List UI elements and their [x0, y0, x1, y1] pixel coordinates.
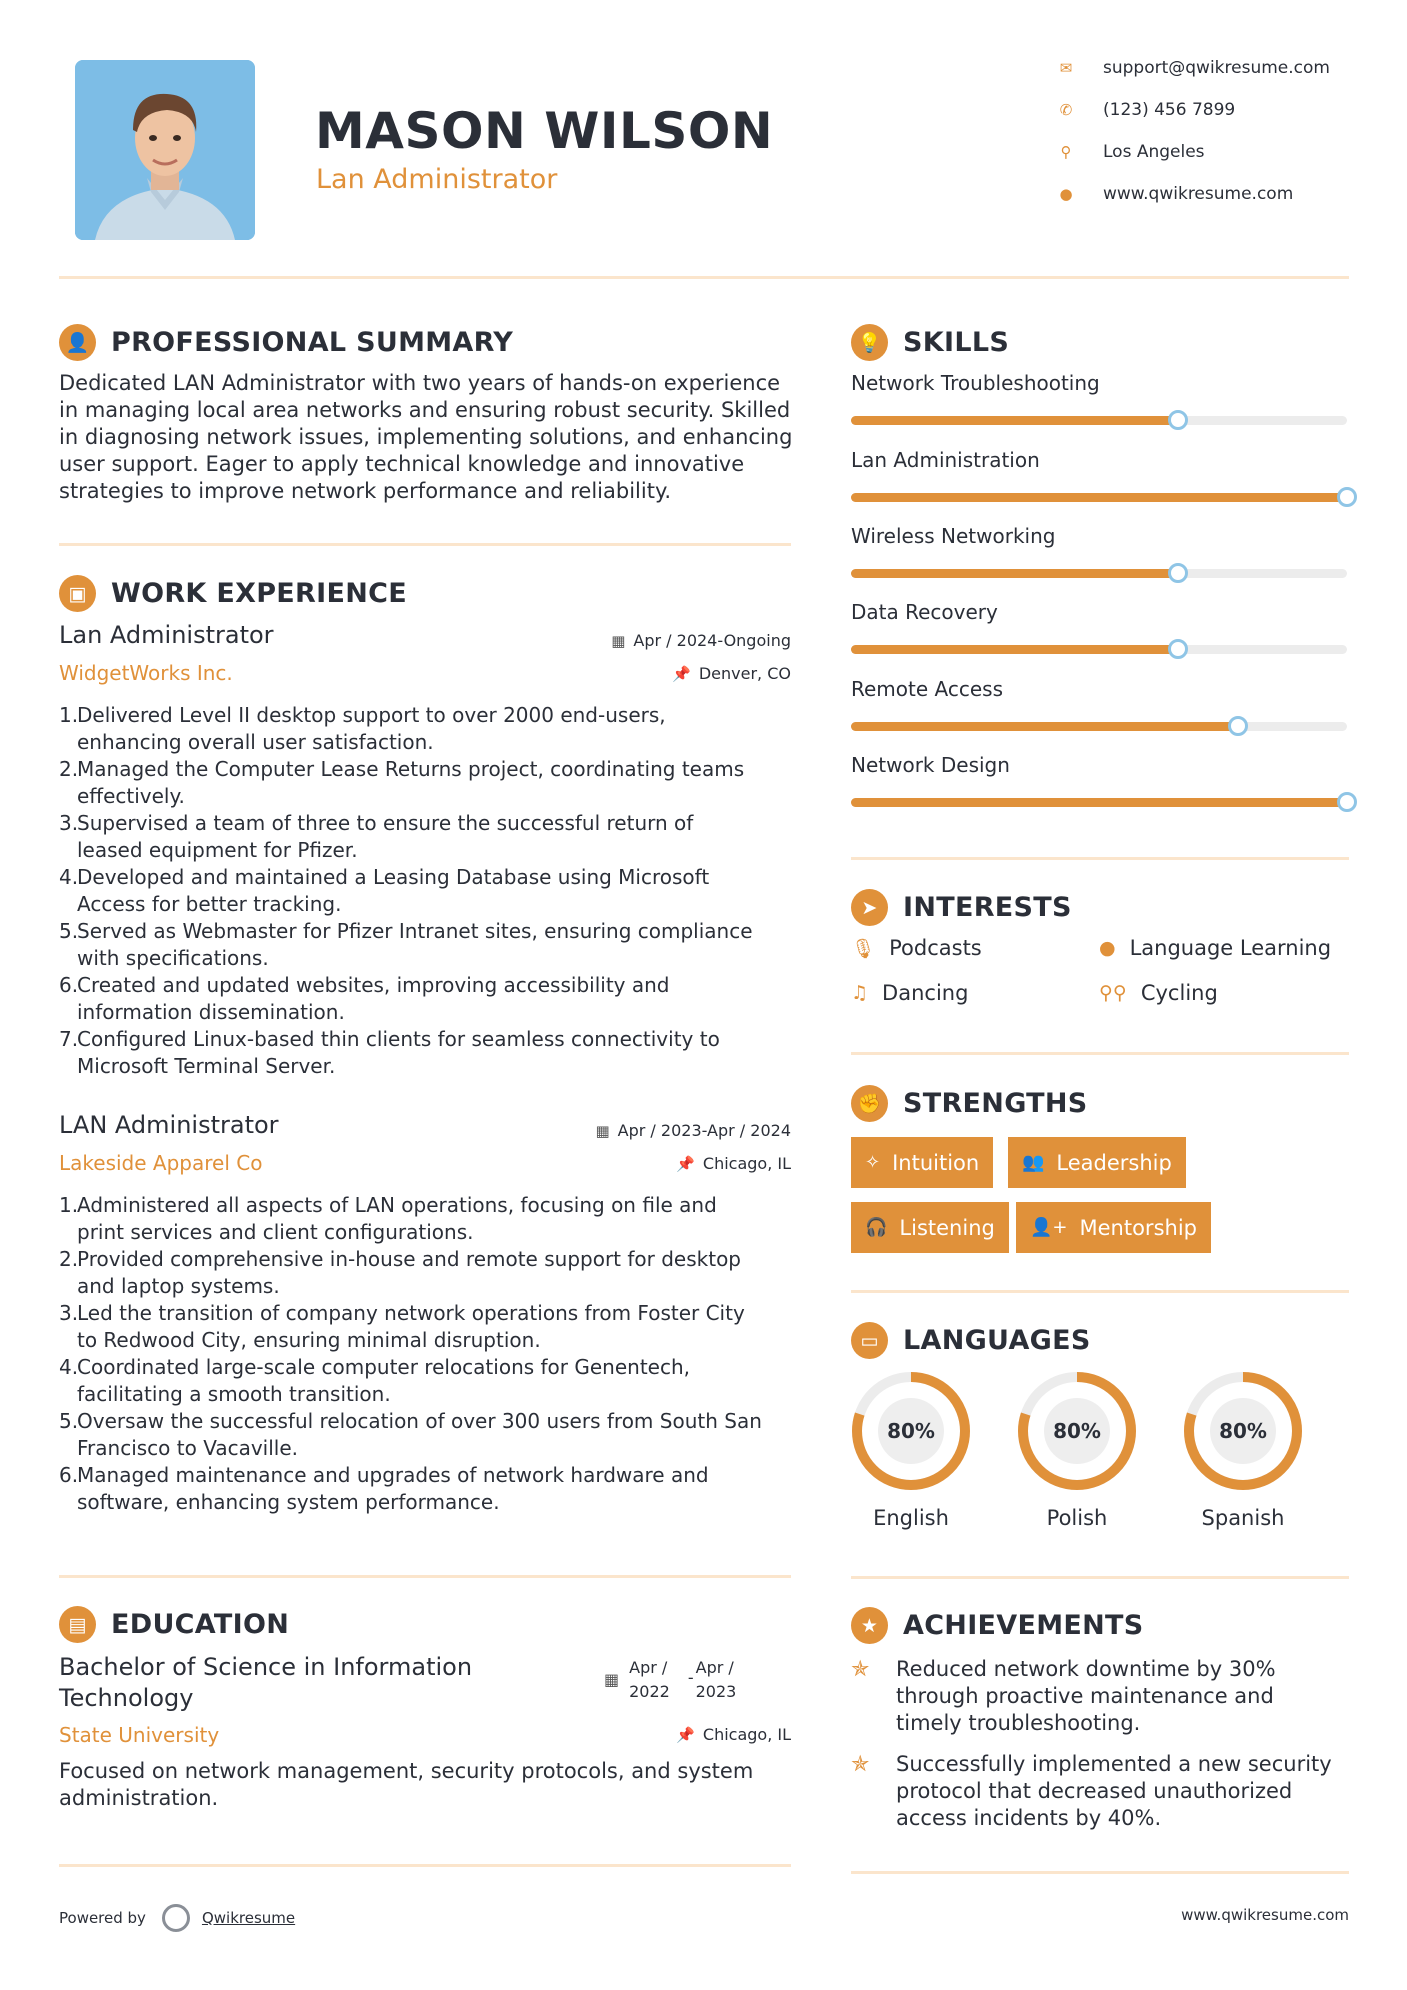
- languages-heading: [851, 1322, 1091, 1359]
- skill-bar-knob: [1228, 716, 1248, 736]
- contact-website-text: www.qwikresume.com: [1103, 184, 1294, 204]
- achievement-item: ✯ Successfully implemented a new security protocol that decreased unauthorized access incidents by 40%.: [851, 1752, 1332, 1830]
- list-item: 3. Supervised a team of three to ensure the successful return of leased equipment for Pfizer.: [59, 811, 694, 862]
- powered-by: [59, 1904, 295, 1932]
- briefcase-icon: ▣: [59, 575, 96, 612]
- calendar-icon: ▦: [604, 1670, 620, 1689]
- job-duties: [59, 1192, 799, 1516]
- job-title: Lan Administrator: [59, 621, 274, 649]
- powered-by-text: Powered by: [59, 1909, 146, 1927]
- interest-item: [851, 981, 968, 1005]
- list-item: 2. Managed the Computer Lease Returns project, coordinating teams effectively.: [59, 757, 745, 808]
- job-dates: [611, 631, 791, 650]
- job-dates-text: Apr / 2024-Ongoing: [633, 631, 791, 650]
- language-percent: 80%: [1219, 1419, 1267, 1443]
- education-desc-line: Focused on network management, security protocols, and system: [59, 1759, 754, 1783]
- envelope-icon: ✉: [1059, 59, 1073, 77]
- calendar-icon: ▦: [595, 1122, 610, 1140]
- users-icon: 👥: [1022, 1152, 1045, 1173]
- contact-location-text: Los Angeles: [1103, 142, 1205, 162]
- pin-icon: 📌: [676, 1726, 695, 1744]
- pin-icon: 📌: [672, 665, 691, 683]
- skill-label: Remote Access: [851, 677, 1003, 701]
- skill-bar: [851, 722, 1347, 731]
- skill-label: Wireless Networking: [851, 524, 1056, 548]
- bicycle-icon: ⚲⚲: [1099, 982, 1127, 1004]
- skill-label: Lan Administration: [851, 448, 1040, 472]
- skill-label: Data Recovery: [851, 600, 998, 624]
- divider: [851, 1290, 1349, 1293]
- globe-icon: ●: [1059, 185, 1073, 203]
- interest-item: [1099, 981, 1218, 1005]
- language-label: Polish: [1046, 1506, 1108, 1530]
- skill-bar-fill: [851, 722, 1238, 731]
- list-item: 5. Served as Webmaster for Pfizer Intranet sites, ensuring compliance with specifications.: [59, 919, 753, 970]
- strength-tag: [851, 1202, 1009, 1253]
- user-icon: 👤: [59, 324, 96, 361]
- skill-bar-fill: [851, 798, 1347, 807]
- education-heading: [59, 1606, 289, 1643]
- globe-icon: ●: [1099, 937, 1116, 959]
- divider: [59, 1575, 791, 1578]
- end-date-month: Apr /: [695, 1658, 734, 1677]
- list-item: 6. Created and updated websites, improving accessibility and information dissemination.: [59, 973, 670, 1024]
- strength-label: Listening: [899, 1215, 995, 1240]
- divider: [851, 1576, 1349, 1579]
- map-pin-icon: ⚲: [1060, 143, 1072, 161]
- summary-heading: [59, 324, 513, 361]
- contact-email-text: support@qwikresume.com: [1103, 58, 1330, 78]
- job-company: WidgetWorks Inc.: [59, 661, 233, 685]
- language-label: English: [873, 1506, 949, 1530]
- headphones-icon: 🎧: [865, 1217, 888, 1238]
- id-card-icon: ▭: [851, 1322, 888, 1359]
- strength-label: Mentorship: [1079, 1215, 1197, 1240]
- skills-heading-text: SKILLS: [903, 327, 1010, 358]
- education-description: [59, 1758, 799, 1812]
- divider: [851, 1052, 1349, 1055]
- skill-bar: [851, 645, 1347, 654]
- start-date-year: 2022: [629, 1682, 670, 1701]
- interest-label: Cycling: [1140, 981, 1218, 1005]
- education-desc-line: administration.: [59, 1786, 219, 1810]
- skill-bar-fill: [851, 645, 1178, 654]
- strength-tag: [851, 1137, 993, 1188]
- calendar-icon: ▦: [611, 632, 626, 650]
- list-item: 4. Developed and maintained a Leasing Database using Microsoft Access for better tracking.: [59, 865, 710, 916]
- list-item: 5. Oversaw the successful relocation of over 300 users from South San Francisco to Vacaville.: [59, 1409, 762, 1460]
- user-plus-icon: 👤+: [1030, 1217, 1068, 1238]
- achievements-heading: [851, 1607, 1144, 1644]
- education-dates: [604, 1656, 736, 1704]
- pin-icon: 📌: [676, 1155, 695, 1173]
- music-note-icon: ♫: [851, 982, 869, 1004]
- skill-bar-knob: [1168, 563, 1188, 583]
- star-icon: ✯: [851, 1657, 870, 1682]
- strength-tag: [1008, 1137, 1186, 1188]
- education-school: State University: [59, 1723, 220, 1747]
- skill-bar-knob: [1337, 487, 1357, 507]
- contact-website[interactable]: [1055, 184, 1293, 204]
- interest-label: Podcasts: [889, 936, 982, 960]
- achievements-heading-text: ACHIEVEMENTS: [903, 1610, 1144, 1641]
- date-separator: -: [687, 1668, 694, 1687]
- strength-label: Intuition: [892, 1150, 980, 1175]
- job-dates: [595, 1121, 791, 1140]
- brand-link[interactable]: Qwikresume: [201, 1909, 296, 1927]
- experience-heading-text: WORK EXPERIENCE: [111, 578, 407, 609]
- list-item: 6. Managed maintenance and upgrades of network hardware and software, enhancing system performance.: [59, 1463, 709, 1514]
- job-dates-text: Apr / 2023-Apr / 2024: [617, 1121, 791, 1140]
- experience-heading: [59, 575, 407, 612]
- list-item: 2. Provided comprehensive in-house and remote support for desktop and laptop systems.: [59, 1247, 741, 1298]
- skills-heading: [851, 324, 1009, 361]
- summary-line: strategies to improve network performance and reliability.: [59, 479, 672, 503]
- degree-line: Bachelor of Science in Information: [59, 1653, 473, 1681]
- skill-label: Network Design: [851, 753, 1010, 777]
- skill-bar-fill: [851, 569, 1178, 578]
- degree-line: Technology: [59, 1684, 194, 1712]
- contact-location: [1055, 142, 1205, 162]
- star-icon: ✯: [851, 1752, 870, 1777]
- summary-line: Dedicated LAN Administrator with two years of hands-on experience: [59, 371, 781, 395]
- profile-photo: [75, 60, 255, 240]
- language-ring: [1182, 1370, 1304, 1492]
- education-location-text: Chicago, IL: [702, 1725, 791, 1744]
- strength-label: Leadership: [1056, 1150, 1172, 1175]
- footer-website[interactable]: www.qwikresume.com: [1181, 1906, 1349, 1924]
- job-location: [672, 664, 791, 683]
- contact-email[interactable]: [1055, 58, 1330, 78]
- contact-phone[interactable]: [1055, 100, 1235, 120]
- divider: [59, 543, 791, 546]
- language-label: Spanish: [1201, 1506, 1285, 1530]
- interests-heading-text: INTERESTS: [903, 892, 1072, 923]
- interest-item: [1099, 936, 1331, 960]
- summary-line: user support. Eager to apply technical knowledge and innovative: [59, 452, 745, 476]
- skill-bar-fill: [851, 416, 1178, 425]
- job-location-text: Denver, CO: [698, 664, 791, 683]
- strength-tag: [1016, 1202, 1211, 1253]
- list-item: 1. Delivered Level II desktop support to over 2000 end-users, enhancing overall user satisfaction.: [59, 703, 666, 754]
- summary-heading-text: PROFESSIONAL SUMMARY: [111, 327, 514, 358]
- list-item: 3. Led the transition of company network operations from Foster City to Redwood City, ensuring minimal disruption.: [59, 1301, 745, 1352]
- summary-text: [59, 370, 799, 505]
- list-item: 4. Coordinated large-scale computer relocations for Genentech, facilitating a smooth transition.: [59, 1355, 691, 1406]
- achievement-item: ✯ Reduced network downtime by 30% through proactive maintenance and timely troubleshooting.: [851, 1657, 1276, 1735]
- phone-icon: ✆: [1059, 101, 1073, 119]
- skill-bar: [851, 416, 1347, 425]
- lightbulb-icon: 💡: [851, 324, 888, 361]
- skill-bar-knob: [1168, 410, 1188, 430]
- summary-line: in diagnosing network issues, implementing solutions, and enhancing: [59, 425, 793, 449]
- contact-phone-text: (123) 456 7899: [1103, 100, 1236, 120]
- interest-item: [851, 936, 982, 960]
- magic-wand-icon: ✧: [865, 1152, 881, 1173]
- interests-heading: [851, 889, 1072, 926]
- skill-bar: [851, 798, 1347, 807]
- divider: [59, 1864, 791, 1867]
- star-badge-icon: ★: [851, 1607, 888, 1644]
- strengths-heading: [851, 1085, 1088, 1122]
- qwikresume-logo-icon: [162, 1904, 190, 1932]
- list-item: 7. Configured Linux-based thin clients for seamless connectivity to Microsoft Terminal Server.: [59, 1027, 720, 1078]
- skill-bar: [851, 569, 1347, 578]
- candidate-name: MASON WILSON: [315, 102, 774, 160]
- language-ring: [850, 1370, 972, 1492]
- summary-line: in managing local area networks and ensuring robust security. Skilled: [59, 398, 791, 422]
- graduation-icon: ▤: [59, 1606, 96, 1643]
- divider: [851, 857, 1349, 860]
- job-title: LAN Administrator: [59, 1111, 279, 1139]
- language-percent: 80%: [887, 1419, 935, 1443]
- microphone-icon: 🎙: [851, 937, 876, 960]
- candidate-title: Lan Administrator: [316, 164, 558, 195]
- languages-heading-text: LANGUAGES: [903, 1325, 1091, 1356]
- skill-bar-fill: [851, 493, 1347, 502]
- end-date-year: 2023: [695, 1682, 737, 1701]
- job-location: [676, 1154, 791, 1173]
- list-item: 1. Administered all aspects of LAN operations, focusing on file and print services and client configurations.: [59, 1193, 717, 1244]
- language-ring: [1016, 1370, 1138, 1492]
- education-location: [676, 1725, 791, 1744]
- skill-label: Network Troubleshooting: [851, 371, 1100, 395]
- skill-bar: [851, 493, 1347, 502]
- interest-label: Language Learning: [1129, 936, 1332, 960]
- interest-label: Dancing: [882, 981, 969, 1005]
- job-duties: [59, 702, 799, 1080]
- start-date-month: Apr /: [629, 1658, 668, 1677]
- education-degree: [59, 1652, 472, 1714]
- paper-plane-icon: ➤: [851, 889, 888, 926]
- strengths-heading-text: STRENGTHS: [903, 1088, 1088, 1119]
- skill-bar-knob: [1337, 792, 1357, 812]
- fist-icon: ✊: [851, 1085, 888, 1122]
- education-heading-text: EDUCATION: [111, 1609, 290, 1640]
- job-location-text: Chicago, IL: [702, 1154, 791, 1173]
- header-divider: [59, 276, 1349, 279]
- job-company: Lakeside Apparel Co: [59, 1151, 263, 1175]
- skill-bar-knob: [1168, 639, 1188, 659]
- language-percent: 80%: [1053, 1419, 1101, 1443]
- divider: [851, 1871, 1349, 1874]
